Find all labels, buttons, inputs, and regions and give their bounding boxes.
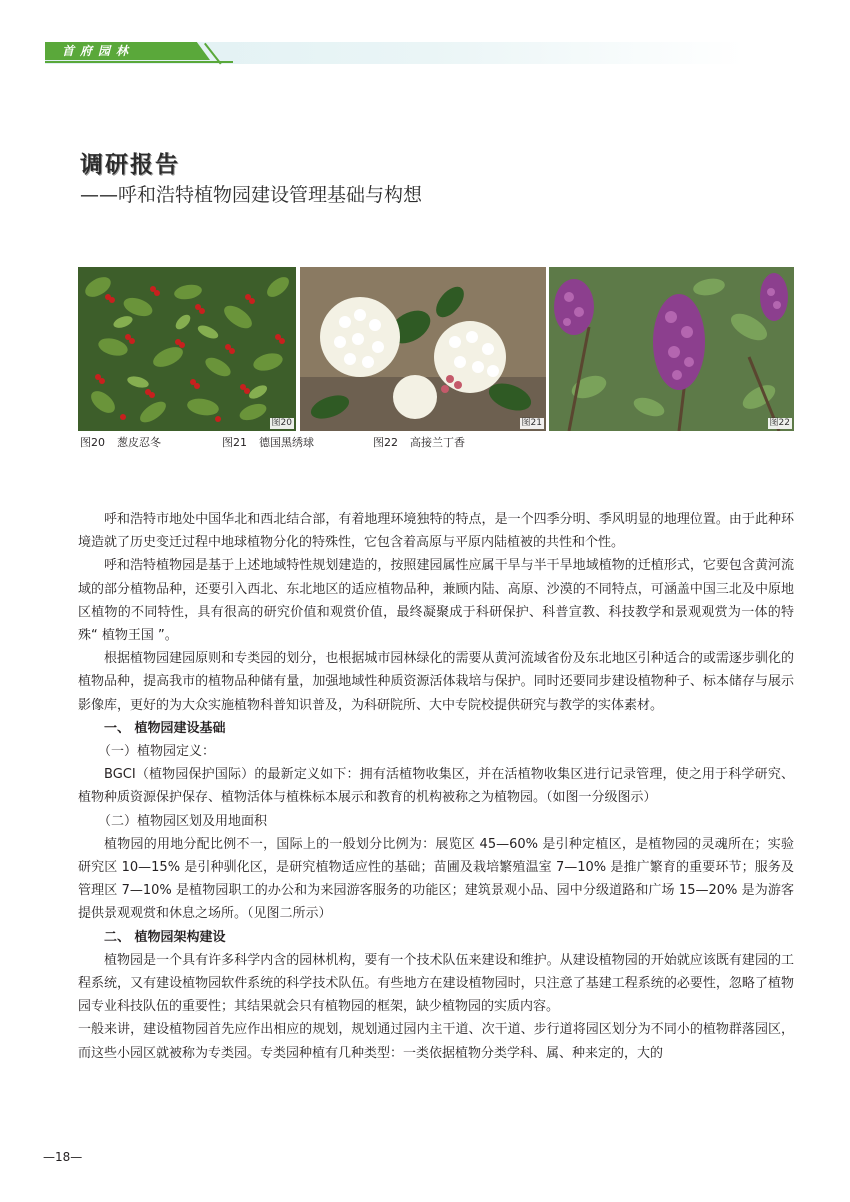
photo-white-flower-cluster-icon (300, 267, 546, 431)
header-underline (45, 61, 233, 63)
figure-tag: 图20 (271, 418, 292, 428)
photo-purple-lilac-icon (549, 267, 794, 431)
figure-label: 图21 (222, 436, 247, 449)
section-heading: 一、 植物园建设基础 (104, 720, 226, 736)
subsection-heading: （二）植物园区划及用地面积 (98, 813, 268, 829)
figure-label: 图22 (373, 436, 398, 449)
paragraph: BGCI（植物园保护国际）的最新定义如下：拥有活植物收集区，并在活植物收集区进行记录管理，使之用于科学研究、植物种质资源保护保存、植物活体与植株标本展示和教育的机构被称之为植物园。（如图一分级图示） (78, 767, 794, 806)
figure-caption (222, 434, 314, 450)
figure-20-photo (78, 267, 296, 431)
figure-caption (80, 434, 161, 450)
page-subtitle: ——呼和浩特植物园建设管理基础与构想 (80, 184, 423, 206)
figure-tag: 图21 (521, 418, 542, 428)
paragraph: 一般来讲，建设植物园首先应作出相应的规划，规划通过园内主干道、次干道、步行道将园区划分为不同小的植物群落园区，而这些小园区就被称为专类园。专类园种植有几种类型：一类依据植物分类学科、属、种来定的，大的 (78, 1022, 794, 1061)
article-body (78, 508, 794, 1065)
figure-name: 葱皮忍冬 (117, 436, 161, 449)
paragraph: 根据植物园建园原则和专类园的划分，也根据城市园林绿化的需要从黄河流域省份及东北地区引种适合的或需逐步驯化的植物品种，提高我市的植物品种储有量，加强地域性种质资源活体栽培与保护。同时还要同步建设植物种子、标本储存与展示影像库，更好的为大众实施植物科普知识普及，为科研院所、大中专院校提供研究与教学的实体素材。 (78, 651, 794, 713)
subsection-heading: （一）植物园定义： (98, 744, 216, 760)
figure-22-photo (549, 267, 794, 431)
page-number: —18— (43, 1150, 83, 1164)
figure-tag: 图22 (769, 418, 790, 428)
page-title: 调研报告 (80, 151, 180, 178)
figure-caption (373, 434, 465, 450)
section-heading: 二、 植物园架构建设 (104, 929, 226, 945)
paragraph: 植物园的用地分配比例不一，国际上的一般划分比例为：展览区 45—60% 是引种定植区，是植物园的灵魂所在；实验研究区 10—15% 是引种驯化区，是研究植物适应性的基础；苗圃及栽培繁殖温室 7—10% 是推广繁育的重要环节；服务及管理区 7—10% 是植物园职工的办公和为来园游客服务的功能区；建筑景观小品、园中分级道路和广场 15—20% 是为游客提供景观观赏和休息之场所。（见图二所示） (78, 836, 794, 922)
figure-name: 高接兰丁香 (410, 436, 465, 449)
paragraph: 呼和浩特植物园是基于上述地域特性规划建造的，按照建园属性应属干旱与半干旱地域植物的迁植形式，它要包含黄河流域的部分植物品种，还要引入西北、东北地区的适应植物品种，兼顾内陆、高原、沙漠的不同特点，可涵盖中国三北及中原地区植物的不同特性，具有很高的研究价值和观赏价值，最终凝聚成于科研保护、科普宣教、科技教学和景观观赏为一体的特殊“ 植物王国 ”。 (78, 558, 794, 644)
figure-label: 图20 (80, 436, 105, 449)
photo-red-berry-shrub-icon (78, 267, 296, 431)
figure-name: 德国黑绣球 (259, 436, 314, 449)
section-label: 首府园林 (62, 44, 135, 58)
paragraph: 呼和浩特市地处中国华北和西北结合部，有着地理环境独特的特点，是一个四季分明、季风明显的地理位置。由于此种环境造就了历史变迁过程中地球植物分化的特殊性，它包含着高原与平原内陆植被的共性和个性。 (78, 512, 794, 551)
paragraph: 植物园是一个具有许多科学内含的园林机构，要有一个技术队伍来建设和维护。从建设植物园的开始就应该既有建园的工程系统，又有建设植物园软件系统的科学技术队伍。有些地方在建设植物园时，只注意了基建工程系统的必要性，忽略了植物园专业科技队伍的重要性；其结果就会只有植物园的框架，缺少植物园的实质内容。 (78, 952, 794, 1015)
figure-21-photo (300, 267, 546, 431)
